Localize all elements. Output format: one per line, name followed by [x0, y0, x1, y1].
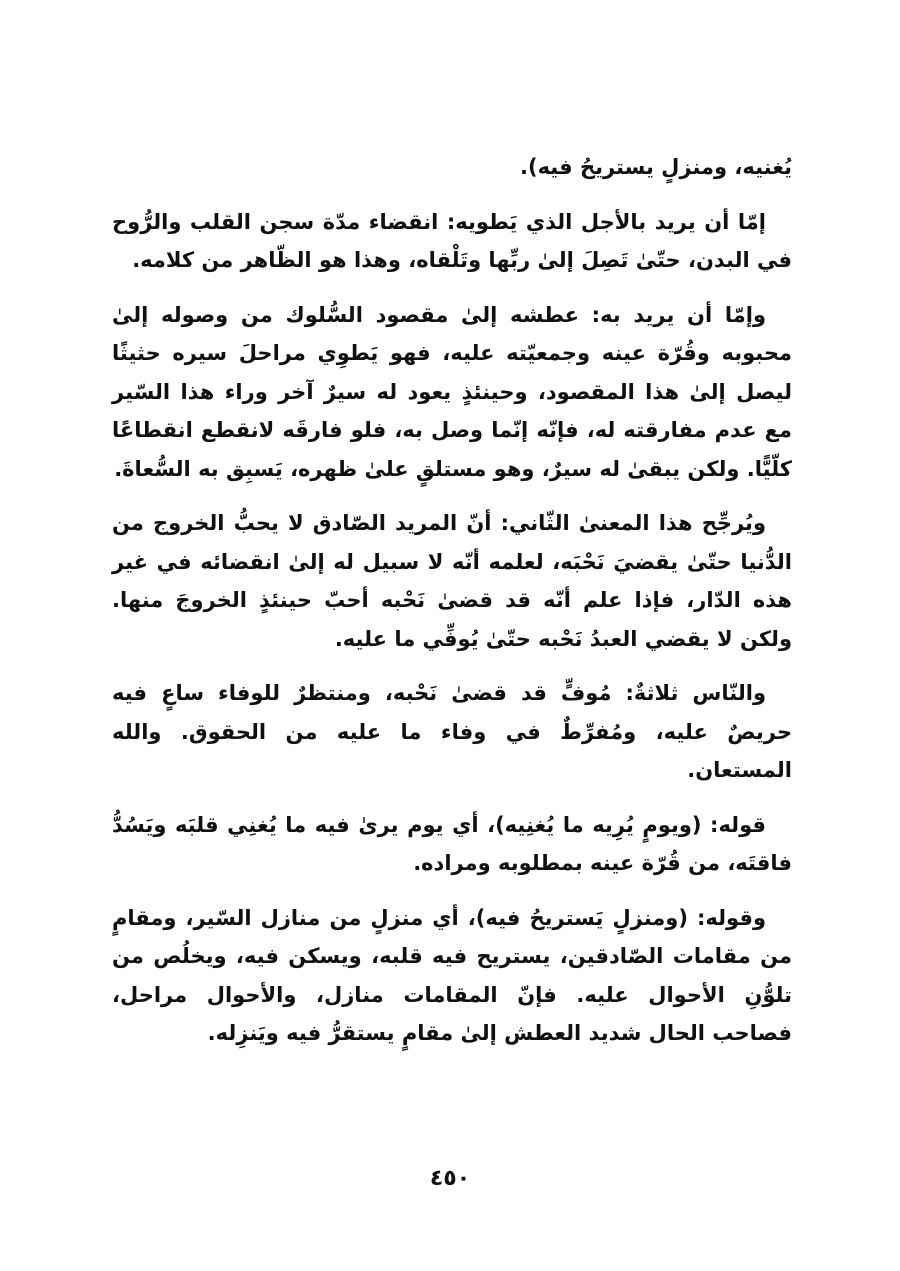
- paragraph-4: ويُرجِّح هذا المعنىٰ الثّاني: أنّ المريد الصّادق لا يحبُّ الخروج من الدُّنيا حتّىٰ يقضيَ نَحْبَه، لعلمه أنّه لا سبيل له إلىٰ انقضائه في غير هذه الدّار، فإذا علم أنّه قد قضىٰ نَحْبه أحبّ حينئذٍ الخروجَ منها. ولكن لا يقضي العبدُ نَحْبه حتّىٰ يُوفِّي ما عليه.: [112, 511, 792, 651]
- paragraph-2: إمّا أن يريد بالأجل الذي يَطويه: انقضاء مدّة سجن القلب والرُّوح في البدن، حتّىٰ تَصِلَ إلىٰ ربِّها وتَلْقاه، وهذا هو الظّاهر من كلامه.: [112, 209, 792, 272]
- paragraph-6: قوله: (ويومٍ يُرِيه ما يُغنِيه)، أي يوم يرىٰ فيه ما يُغنِي قلبَه ويَسُدُّ فاقتَه، من قُرّة عينه بمطلوبه ومراده.: [112, 812, 792, 875]
- body-text: [112, 148, 792, 1069]
- paragraph-3: وإمّا أن يريد به: عطشه إلىٰ مقصود السُّلوك من وصوله إلىٰ محبوبه وقُرّة عينه وجمعيّته عليه، فهو يَطوِي مراحلَ سيره حثيثًا ليصل إلىٰ هذا المقصود، وحينئذٍ يعود له سيرٌ آخر وراء هذا السّير مع عدم مفارقته له، فإنّه إنّما وصل به، فلو فارقَه لانقطع انقطاعًا كلّيًّا. ولكن يبقىٰ له سيرٌ، وهو مستلقٍ علىٰ ظهره، يَسبِق به السُّعاةَ.: [112, 302, 792, 481]
- paragraph-7: وقوله: (ومنزلٍ يَستريحُ فيه)، أي منزلٍ من منازل السّير، ومقامٍ من مقامات الصّادقين، يستريح فيه قلبه، ويسكن فيه، ويخلُص من تلوُّنِ الأحوال عليه. فإنّ المقامات منازل، والأحوال مراحل، فصاحب الحال شديد العطش إلىٰ مقامٍ يستقرُّ فيه ويَنزِله.: [112, 905, 792, 1045]
- paragraph-1: يُغنيه، ومنزلٍ يستريحُ فيه).: [520, 155, 792, 179]
- page-number: ٤٥٠: [429, 1166, 471, 1191]
- paragraph-5: والنّاس ثلاثةٌ: مُوفٍّ قد قضىٰ نَحْبه، ومنتظرٌ للوفاء ساعٍ فيه حريصٌ عليه، ومُفرِّطٌ في وفاء ما عليه من الحقوق. والله المستعان.: [112, 681, 792, 782]
